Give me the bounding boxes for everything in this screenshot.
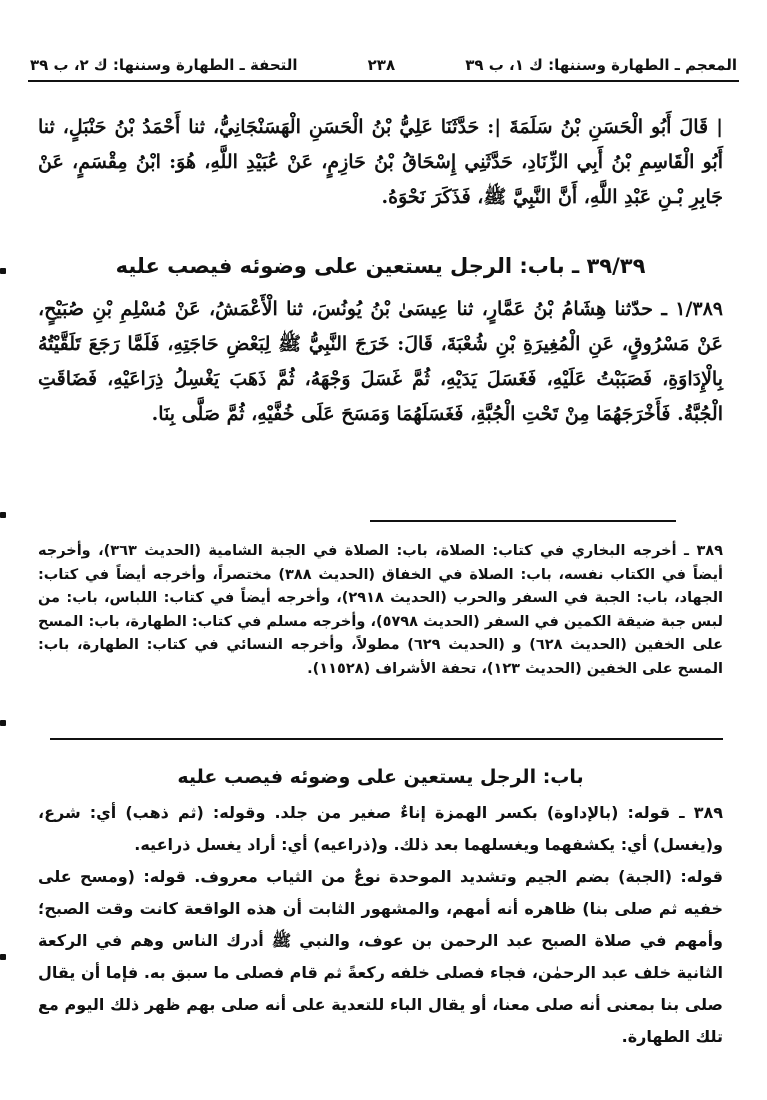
commentary-separator <box>50 738 723 740</box>
footnote-text: ٣٨٩ ـ أخرجه البخاري في كتاب: الصلاة، باب: الصلاة في الجبة الشامية (الحديث ٣٦٣)، وأخرجه أيضاً في الكتاب نفسه، باب: الصلاة في الخفاق (الحديث ٣٨٨) مختصراً، وأخرجه أيضاً في كتاب: الجهاد، باب: الجبة في السفر والحرب (الحديث ٢٩١٨)، وأخرجه أيضاً في كتاب: اللباس، باب: من لبس جبة ضيقة الكمين في السفر (الحديث ٥٧٩٨)، وأخرجه مسلم في كتاب: الطهارة، باب: المسح على الخفين (الحديث ٦٢٨) و (الحديث ٦٢٩) مطولاً، وأخرجه النسائي في كتاب: الطهارة، باب: المسح على الخفين (الحديث ١٢٣)، تحفة الأشراف (١١٥٢٨). <box>38 543 723 677</box>
header-left-ref: التحفة ـ الطهارة وسننها: ك ٢، ب ٣٩ <box>30 56 298 74</box>
running-header <box>30 52 737 78</box>
margin-mark <box>0 268 6 274</box>
margin-mark <box>0 954 6 960</box>
footnote-separator <box>370 520 676 522</box>
margin-mark <box>0 720 6 726</box>
header-rule <box>28 80 739 82</box>
hadith-text: حدّثنا هِشَامُ بْنُ عَمَّارٍ، ثنا عِيسَىٰ بْنُ يُونُسَ، ثنا الْأَعْمَشُ، عَنْ مُسْلِمِ بْنِ صُبَيْحٍ، عَنْ مَسْرُوقٍ، عَنِ الْمُغِيرَةِ بْنِ شُعْبَةَ، قَالَ: خَرَجَ النَّبِيُّ ﷺ لِبَعْضِ حَاجَتِهِ، فَلَمَّا رَجَعَ تَلَقَّيْتُهُ بِالْإِدَاوَةِ، فَصَبَبْتُ عَلَيْهِ، فَغَسَلَ يَدَيْهِ، ثُمَّ غَسَلَ وَجْهَهُ، ثُمَّ ذَهَبَ يَغْسِلُ ذِرَاعَيْهِ، فَضَاقَتِ الْجُبَّةُ. فَأَخْرَجَهُمَا مِنْ تَحْتِ الْجُبَّةِ، فَغَسَلَهُمَا وَمَسَحَ عَلَى خُفَّيْهِ، ثُمَّ صَلَّى بِنَا. <box>38 298 723 425</box>
commentary-heading: باب: الرجل يستعين على وضوئه فيصب عليه <box>177 766 584 788</box>
intro-isnad <box>38 110 723 215</box>
hadith-389 <box>38 292 723 432</box>
hadith-number: ١/٣٨٩ ـ <box>661 298 723 320</box>
page-number: ٢٣٨ <box>367 56 396 74</box>
margin-mark <box>0 512 6 518</box>
commentary-paragraph-2: قوله: (الجبة) بضم الجيم وتشديد الموحدة نوعٌ من الثياب معروف. قوله: (ومسح على خفيه ثم صلى بنا) ظاهره أنه أمهم، والمشهور الثابت أن هذه الواقعة كانت وقت الصبح؛ وأمهم في صلاة الصبح عبد الرحمن بن عوف، والنبي ﷺ أدرك الناس وهم في الركعة الثانية خلف عبد الرحمٰن، فجاء فصلى خلفه ركعةً ثم قام فصلى ما سبق به. فإما أن يقال صلى بنا بمعنى أنه صلى معنا، أو يقال الباء للتعدية على أنه صلى بهم ظهر ذلك اليوم مع تلك الطهارة. <box>38 867 723 1046</box>
commentary-body <box>38 797 723 1053</box>
header-right-ref: المعجم ـ الطهارة وسننها: ك ١، ب ٣٩ <box>465 56 737 74</box>
chapter-heading: ٣٩/٣٩ ـ باب: الرجل يستعين على وضوئه فيصب عليه <box>115 254 646 278</box>
intro-text: | قَالَ أَبُو الْحَسَنِ بْنُ سَلَمَةَ |: حَدَّثَنَا عَلِيُّ بْنُ الْحَسَنِ الْهَسَنْجَانِيُّ، ثنا أَحْمَدُ بْنُ حَنْبَلٍ، ثنا أَبُو الْقَاسِمِ بْنُ أَبِي الزِّنَادِ، حَدَّثَنِي إِسْحَاقُ بْنُ حَازِمٍ، عَنْ عُبَيْدِ اللَّهِ، هُوَ: ابْنُ مِقْسَمٍ، عَنْ جَابِرِ بْـنِ عَبْدِ اللَّهِ، أَنَّ النَّبِيَّ ﷺ، فَذَكَرَ نَحْوَهُ. <box>38 116 723 208</box>
footnote <box>38 540 723 681</box>
commentary-paragraph-1: ٣٨٩ ـ قوله: (بالإداوة) بكسر الهمزة إناءٌ صغير من جلد. وقوله: (ثم ذهب) أي: شرع، و(يغسل) أي: يكشفهما ويغسلهما بعد ذلك. و(ذراعيه) أي: أراد يغسل ذراعيه. <box>38 803 723 854</box>
